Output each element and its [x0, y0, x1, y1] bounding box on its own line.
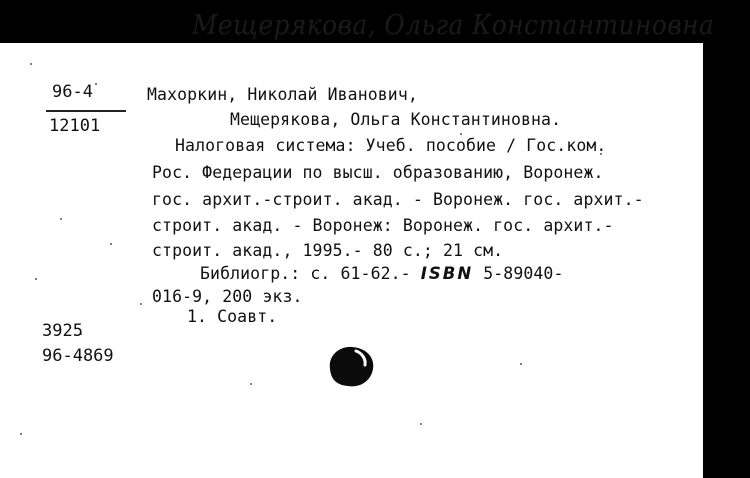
- description-line-2: Рос. Федерации по высш. образованию, Воронеж.: [152, 163, 604, 182]
- accession-code: 96-4869: [42, 346, 114, 366]
- scan-border-right: [703, 43, 750, 478]
- catalog-card: [0, 43, 703, 478]
- handwritten-author-heading: Мещерякова, Ольга Константиновна: [192, 10, 715, 41]
- isbn-value: 5-89040-: [483, 264, 564, 283]
- coauthor-line: Мещерякова, Ольга Константиновна.: [230, 110, 562, 129]
- coauthor-tracing: 1. Соавт.: [187, 307, 278, 326]
- call-number-divider: [46, 110, 126, 112]
- imprint-line: строит. акад., 1995.- 80 с.; 21 см.: [152, 241, 504, 260]
- call-number-bottom: 12101: [49, 116, 101, 136]
- call-number-top: 96-4: [52, 82, 93, 102]
- accession-number: 3925: [42, 321, 83, 341]
- description-line-3: гос. архит.-строит. акад. - Воронеж. гос. архит.-: [152, 190, 644, 209]
- isbn-continuation-line: 016-9, 200 экз.: [152, 287, 303, 306]
- isbn-label: ISBN: [420, 264, 474, 283]
- bibliography-line: [200, 264, 564, 283]
- title-line: Налоговая система: Учеб. пособие / Гос.ком.: [175, 136, 607, 155]
- main-author-line: Махоркин, Николай Иванович,: [147, 85, 418, 104]
- ink-blot: [322, 341, 378, 389]
- bibliography-prefix: Библиогр.: с. 61-62.-: [200, 264, 411, 283]
- description-line-4: строит. акад. - Воронеж: Воронеж. гос. архит.-: [152, 216, 614, 235]
- handwritten-underline: [192, 46, 702, 47]
